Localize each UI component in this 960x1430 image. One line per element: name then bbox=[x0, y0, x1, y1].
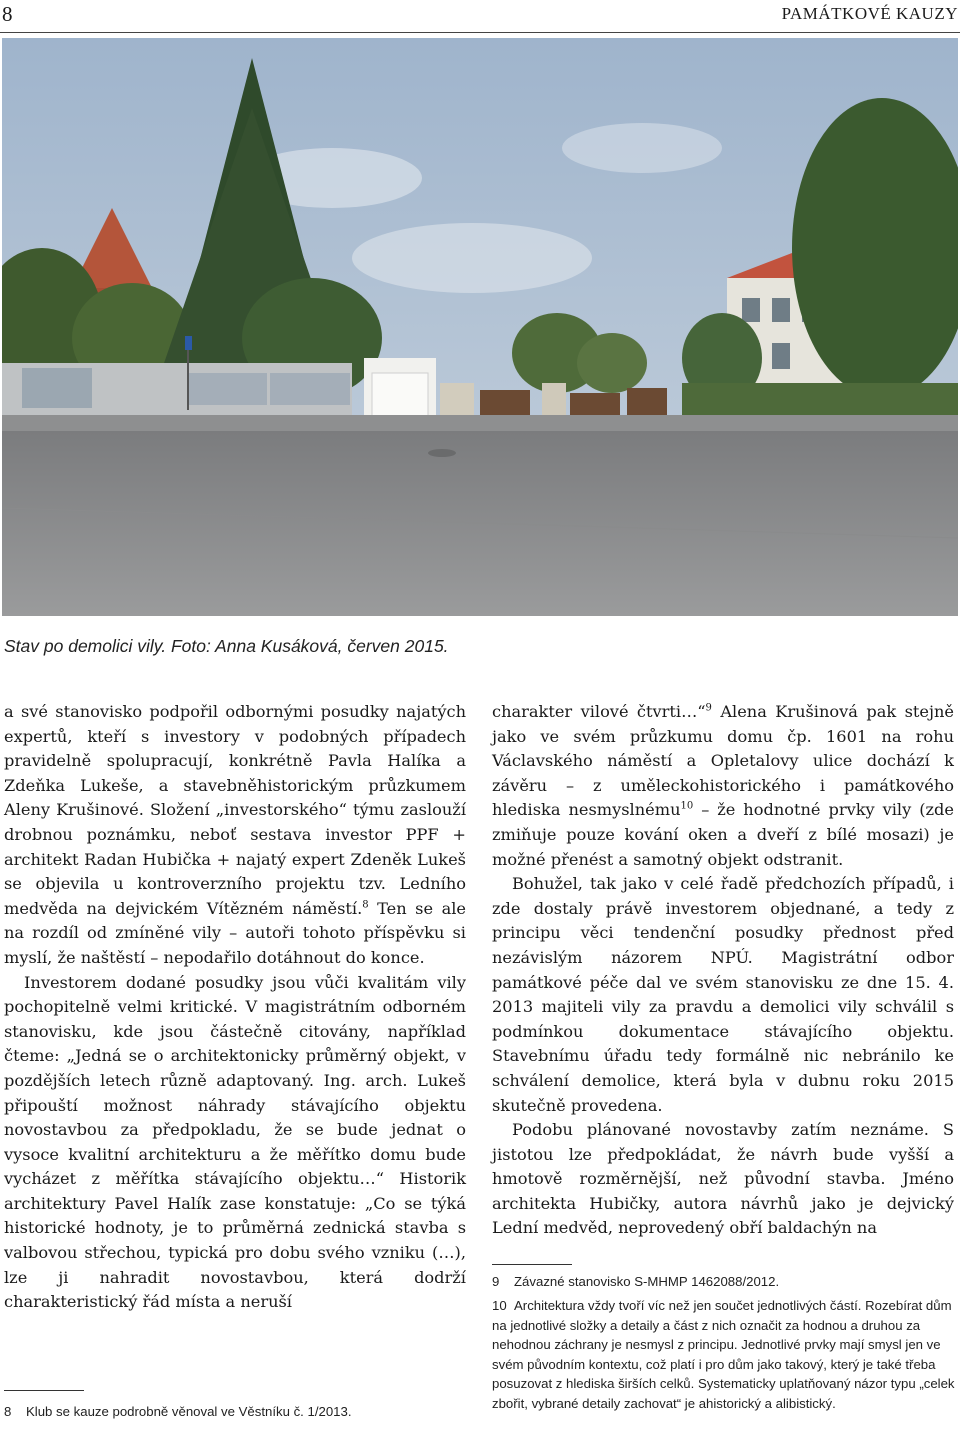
footnote-ref-8: 8 bbox=[362, 899, 369, 911]
footnote-rule-right bbox=[492, 1264, 572, 1265]
footnote-9: 9 Závazné stanovisko S-MHMP 1462088/2012. bbox=[492, 1274, 780, 1289]
photo-caption: Stav po demolici vily. Foto: Anna Kusáková, červen 2015. bbox=[4, 636, 449, 656]
footnote-ref-9: 9 bbox=[705, 702, 712, 714]
right-column bbox=[492, 700, 954, 1241]
page-number: 8 bbox=[2, 2, 13, 26]
right-paragraph-1: charakter vilové čtvrti…“$^9$ Alena Krušinová pak stejně jako ve svém průzkumu domu čp. 1601 na rohu Václavského náměstí a Opletalovy ulice dochází k závěru – z uměleckohistorického i památkového hlediska nesmyslnému$^{10}$ – že hodnotné prvky vily (zde zmiňuje pouze kování oken a dveří z bílé mosazi) je možné přenést a samotný objekt odstranit. bbox=[492, 702, 954, 869]
footnote-8: 8 Klub se kauze podrobně věnoval ve Věstníku č. 1/2013. bbox=[4, 1404, 352, 1419]
header-rule bbox=[0, 32, 960, 33]
footnote-10: 10 Architektura vždy tvoří víc než jen součet jednotlivých částí. Rozebírat dům na jednotlivé složky a detaily a část z nich označit za hodnou a druhou za nehodnou záchrany je nesmysl z principu. Jednotlivé prvky mají smysl jen ve svém původním kontextu, což platí i pro dům jako takový, který je také třeba posuzovat z hlediska širších celků. Systematicky uplatňovaný názor typu „celek zbořit, vybrané detaily zachovat“ je ahistorický a alibistický. bbox=[492, 1298, 955, 1411]
footnote-rule-left bbox=[4, 1390, 84, 1391]
right-paragraph-3: Podobu plánované novostavby zatím neznáme. S jistotou lze předpokládat, že návrh bude vyšší a hmotově rozměrnější, než původní stavba. Jméno architekta Hubičky, autora návrhů jako je dejvický Lední medvěd, neprovedený obří baldachýn na bbox=[492, 1120, 954, 1238]
left-column bbox=[4, 700, 466, 1315]
running-head: PAMÁTKOVÉ KAUZY bbox=[781, 4, 958, 23]
photo-street-after-demolition-icon bbox=[2, 38, 958, 616]
street-photo bbox=[2, 38, 958, 616]
right-paragraph-2: Bohužel, tak jako v celé řadě předchozích případů, i zde dostaly právě investorem objednané, a tedy z principu věci tendenční posudky přednost před nezávislým názorem NPÚ. Magistrátní odbor památkové péče dal ve svém stanovisku ze dne 15. 4. 2013 majiteli vily za pravdu a demolici vily schválil s podmínkou dokumentace stávajícího objektu. Stavebnímu úřadu tedy formálně nic nebránilo ke schválení demolice, která byla v dubnu roku 2015 skutečně provedena. bbox=[492, 874, 954, 1115]
left-paragraph-2: Investorem dodané posudky jsou vůči kvalitám vily pochopitelně velmi kritické. V magistrátním odborném stanovisku, kde jsou částečně citovány, například čteme: „Jedná se o architektonicky průměrný objekt, v pozdějších letech různě adaptovaný. Ing. arch. Lukeš připouští možnost náhrady stávajícího objektu novostavbou za předpokladu, že se bude jednat o vysoce kvalitní architekturu a že měřítko domu bude vycházet z měřítka stávajícího objektu…“ Historik architektury Pavel Halík zase konstatuje: „Co se týká historické hodnoty, je to průměrná zednická stavba s valbovou střechou, typická pro dobu svého vzniku (…), lze ji nahradit novostavbou, která dodrží charakteristický řád místa a neruší bbox=[4, 972, 466, 1312]
left-paragraph-1: a své stanovisko podpořil odbornými posudky najatých expertů, kteří s investory v podobných případech pravidelně spolupracují, konkrétně Pavla Halíka a Zdeňka Lukeše, a stavebněhistorickým průzkumem Aleny Krušinové. Složení „investorského“ týmu zaslouží drobnou poznámku, neboť sestava investor PPF + architekt Radan Hubička + najatý expert Zdeněk Lukeš se objevila u kontroverzního projektu tzv. Ledního medvěda na dejvickém Vítězném náměstí.$^8$ Ten se ale na rozdíl od zmíněné vily – autoři tohoto příspěvku si myslí, že naštěstí – nepodařilo dotáhnout do konce. bbox=[4, 702, 466, 967]
page-header bbox=[0, 0, 960, 30]
footnote-ref-10: 10 bbox=[680, 800, 694, 812]
